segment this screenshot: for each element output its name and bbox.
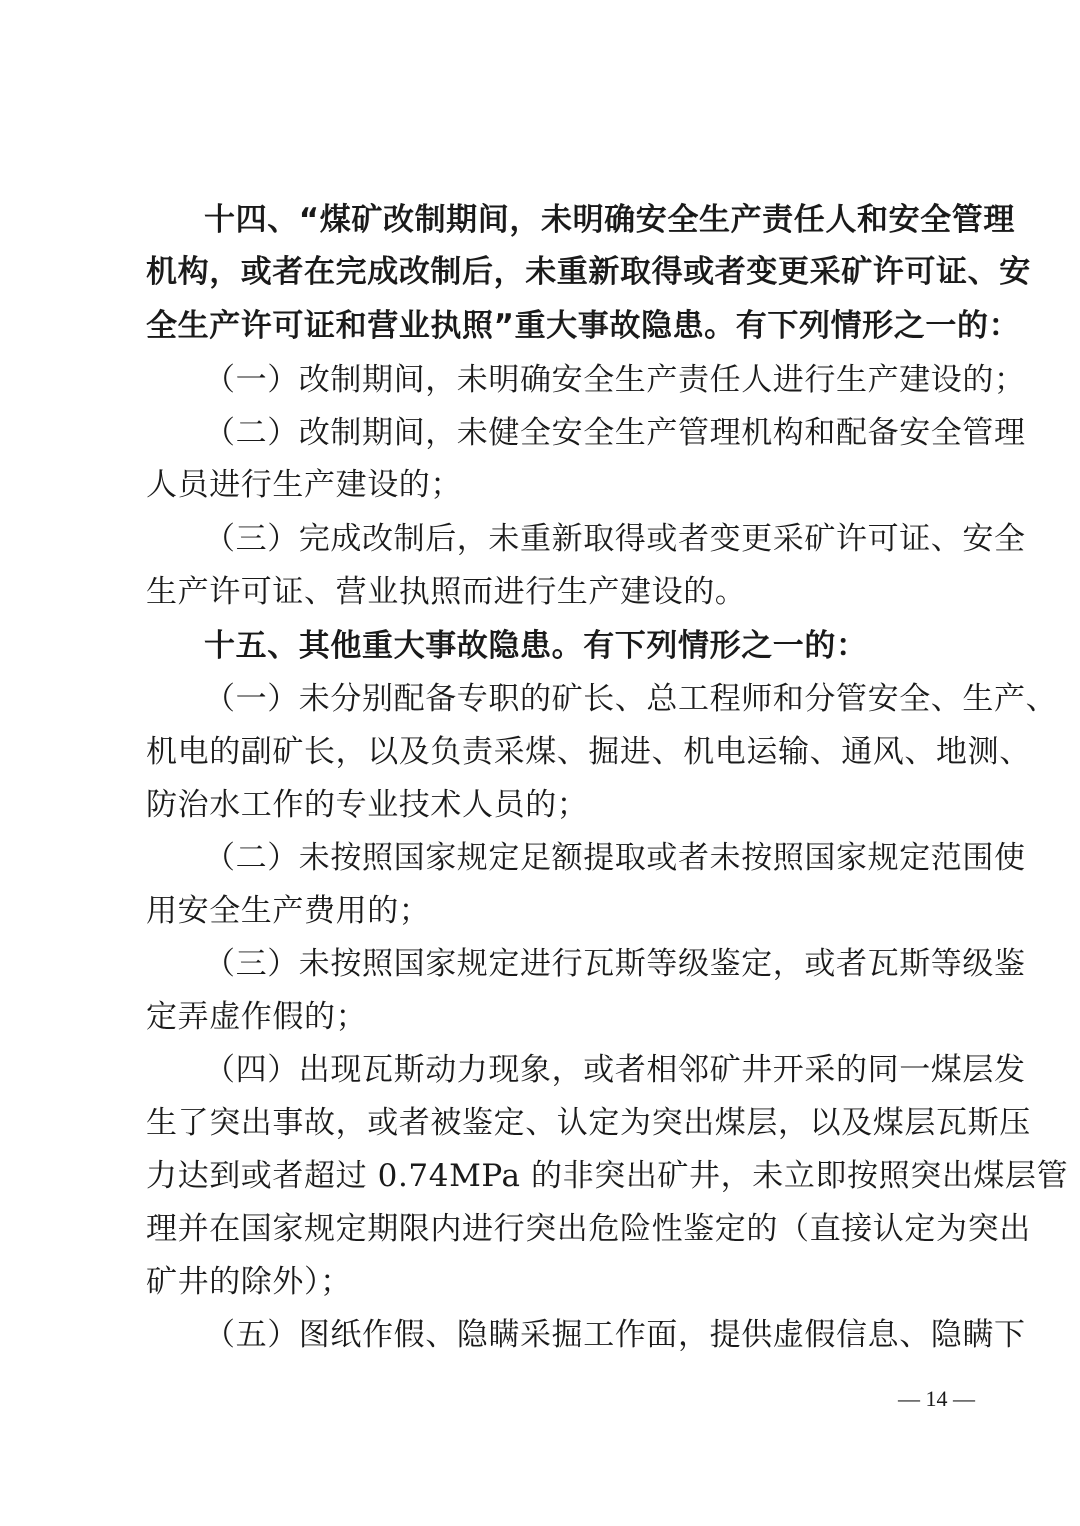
section-14-item-2-line-1: （二）改制期间，未健全安全生产管理机构和配备安全管理 xyxy=(204,415,1026,451)
section-15-item-4-line-5: 矿井的除外）； xyxy=(146,1264,352,1300)
section-15-item-1-line-3: 防治水工作的专业技术人员的； xyxy=(146,787,589,823)
section-14-item-1: （一）改制期间，未明确安全生产责任人进行生产建设的； xyxy=(204,362,1026,398)
page-number: — 14 — xyxy=(898,1386,975,1411)
section-15-item-4-line-3: 力达到或者超过 0.74MPa 的非突出矿井，未立即按照突出煤层管 xyxy=(146,1158,1069,1194)
section-15-item-1-line-1: （一）未分别配备专职的矿长、总工程师和分管安全、生产、 xyxy=(204,681,1058,717)
section-15-item-4-line-1: （四）出现瓦斯动力现象，或者相邻矿井开采的同一煤层发 xyxy=(204,1052,1026,1088)
section-14-item-3-line-1: （三）完成改制后，未重新取得或者变更采矿许可证、安全 xyxy=(204,521,1026,557)
section-15-item-3-line-1: （三）未按照国家规定进行瓦斯等级鉴定，或者瓦斯等级鉴 xyxy=(204,946,1026,982)
section-14-item-3-line-2: 生产许可证、营业执照而进行生产建设的。 xyxy=(146,574,747,610)
section-14-heading-line-2: 机构，或者在完成改制后，未重新取得或者变更采矿许可证、安 xyxy=(146,254,1031,290)
section-15-item-4-line-2: 生了突出事故，或者被鉴定、认定为突出煤层，以及煤层瓦斯压 xyxy=(146,1105,1031,1141)
section-15-item-5-line-1: （五）图纸作假、隐瞒采掘工作面，提供虚假信息、隐瞒下 xyxy=(204,1317,1026,1353)
section-15-heading: 十五、其他重大事故隐患。有下列情形之一的： xyxy=(204,628,868,664)
section-15-item-3-line-2: 定弄虚作假的； xyxy=(146,999,368,1035)
section-14-heading-line-1: 十四、“煤矿改制期间，未明确安全生产责任人和安全管理 xyxy=(204,202,1015,238)
section-15-item-2-line-1: （二）未按照国家规定足额提取或者未按照国家规定范围使 xyxy=(204,840,1026,876)
section-14-heading-line-3: 全生产许可证和营业执照”重大事故隐患。有下列情形之一的： xyxy=(146,308,1021,344)
section-14-item-2-line-2: 人员进行生产建设的； xyxy=(146,467,462,503)
section-15-item-2-line-2: 用安全生产费用的； xyxy=(146,893,431,929)
section-15-item-4-line-4: 理并在国家规定期限内进行突出危险性鉴定的（直接认定为突出 xyxy=(146,1211,1031,1247)
section-15-item-1-line-2: 机电的副矿长，以及负责采煤、掘进、机电运输、通风、地测、 xyxy=(146,734,1031,770)
